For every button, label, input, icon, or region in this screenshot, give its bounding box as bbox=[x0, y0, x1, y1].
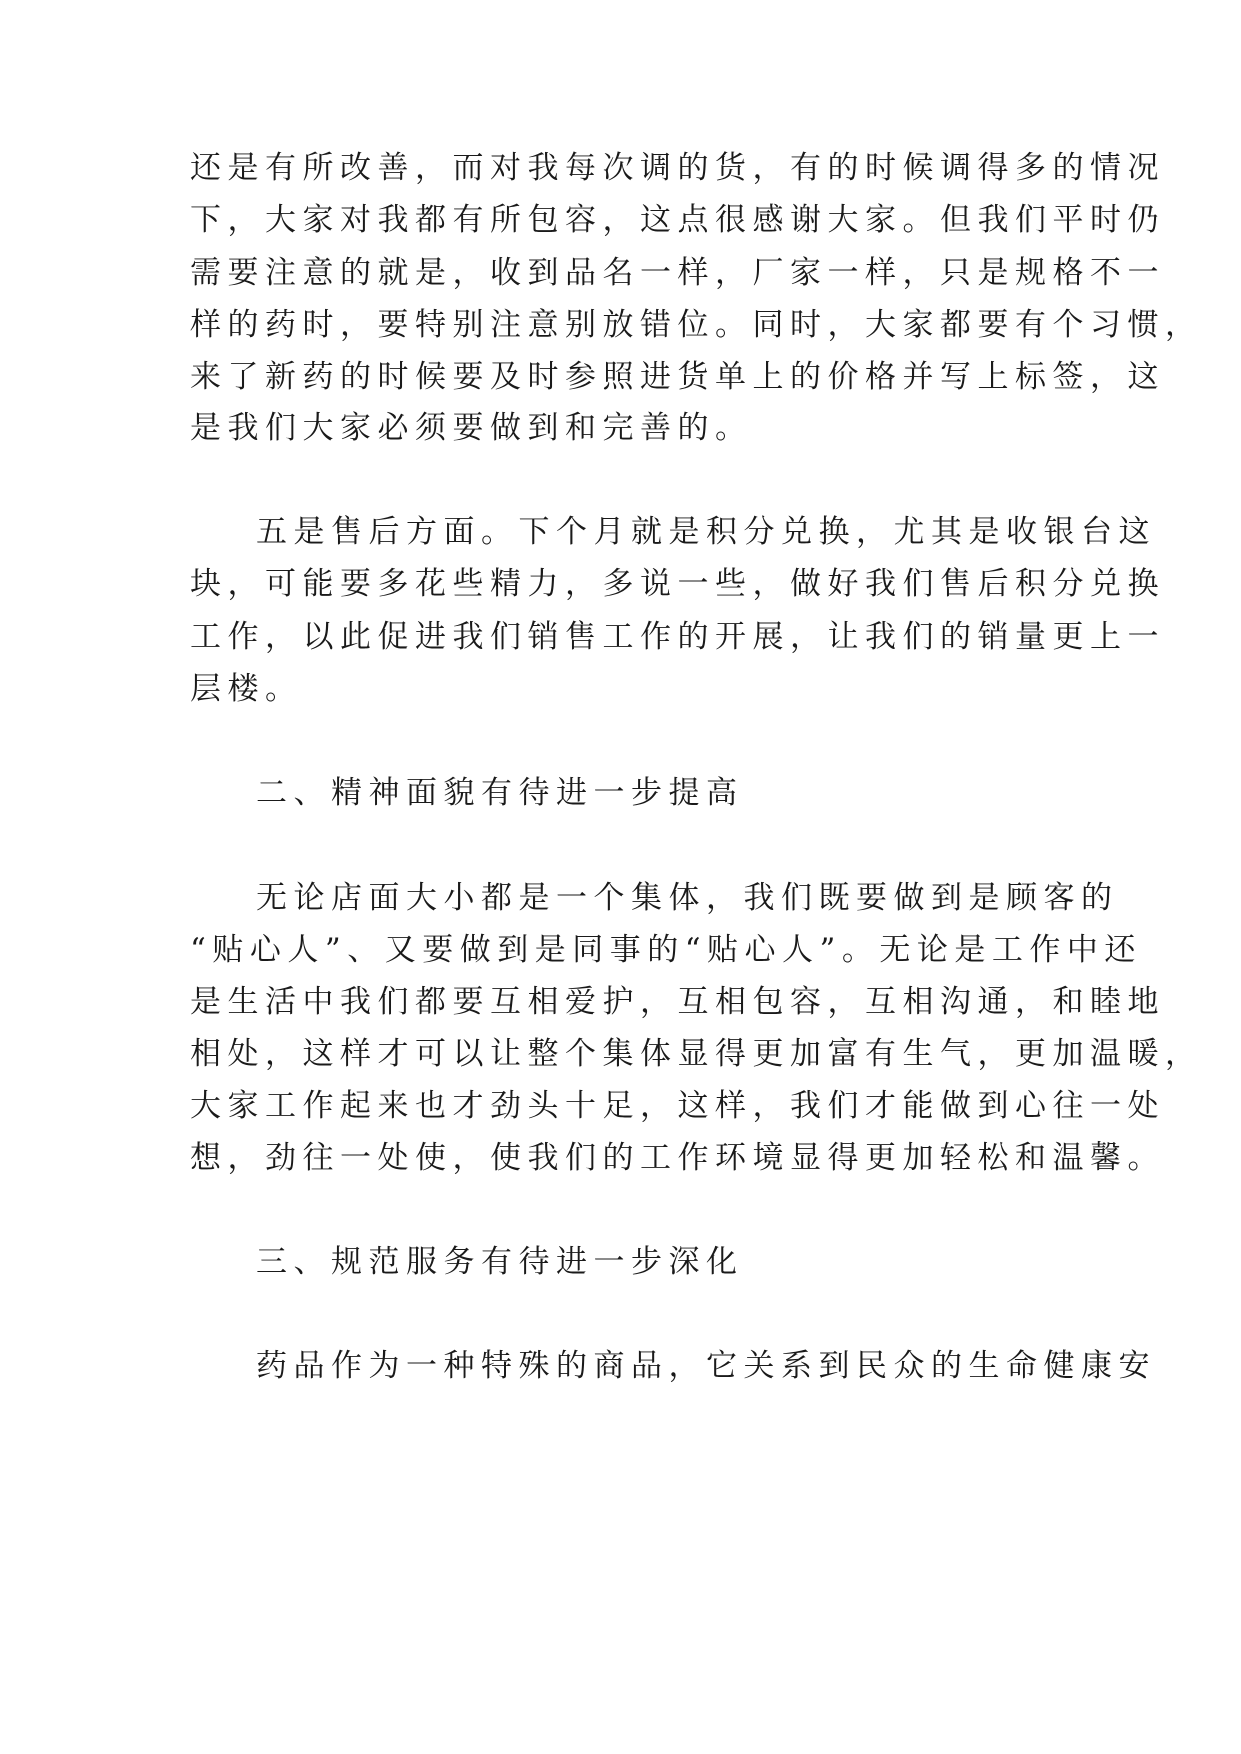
paragraph-line: 下，大家对我都有所包容，这点很感谢大家。但我们平时仍 bbox=[190, 202, 1165, 238]
paragraph-line: 是生活中我们都要互相爱护，互相包容，互相沟通，和睦地 bbox=[190, 984, 1165, 1020]
paragraph-line: 块，可能要多花些精力，多说一些，做好我们售后积分兑换 bbox=[190, 566, 1165, 602]
paragraph-line: 无论店面大小都是一个集体，我们既要做到是顾客的 bbox=[256, 880, 1119, 916]
paragraph-line: 层楼。 bbox=[190, 671, 303, 707]
section-heading: 三、规范服务有待进一步深化 bbox=[256, 1244, 744, 1280]
paragraph-line: 是我们大家必须要做到和完善的。 bbox=[190, 410, 753, 446]
paragraph-line: 样的药时，要特别注意别放错位。同时，大家都要有个习惯， bbox=[190, 307, 1203, 343]
paragraph-line: 大家工作起来也才劲头十足，这样，我们才能做到心往一处 bbox=[190, 1088, 1165, 1124]
paragraph-line: 想，劲往一处使，使我们的工作环境显得更加轻松和温馨。 bbox=[190, 1140, 1165, 1176]
section-heading: 二、精神面貌有待进一步提高 bbox=[256, 775, 744, 811]
paragraph-line: 工作，以此促进我们销售工作的开展，让我们的销量更上一 bbox=[190, 619, 1165, 655]
paragraph-line: “贴心人”、又要做到是同事的“贴心人”。无论是工作中还 bbox=[190, 932, 1142, 968]
paragraph-line: 需要注意的就是，收到品名一样，厂家一样，只是规格不一 bbox=[190, 255, 1165, 291]
paragraph-line: 来了新药的时候要及时参照进货单上的价格并写上标签，这 bbox=[190, 359, 1165, 395]
paragraph-line: 药品作为一种特殊的商品，它关系到民众的生命健康安 bbox=[256, 1348, 1156, 1384]
paragraph-line: 五是售后方面。下个月就是积分兑换，尤其是收银台这 bbox=[256, 514, 1156, 550]
paragraph-line: 还是有所改善，而对我每次调的货，有的时候调得多的情况 bbox=[190, 150, 1165, 186]
paragraph-line: 相处，这样才可以让整个集体显得更加富有生气，更加温暖， bbox=[190, 1036, 1203, 1072]
